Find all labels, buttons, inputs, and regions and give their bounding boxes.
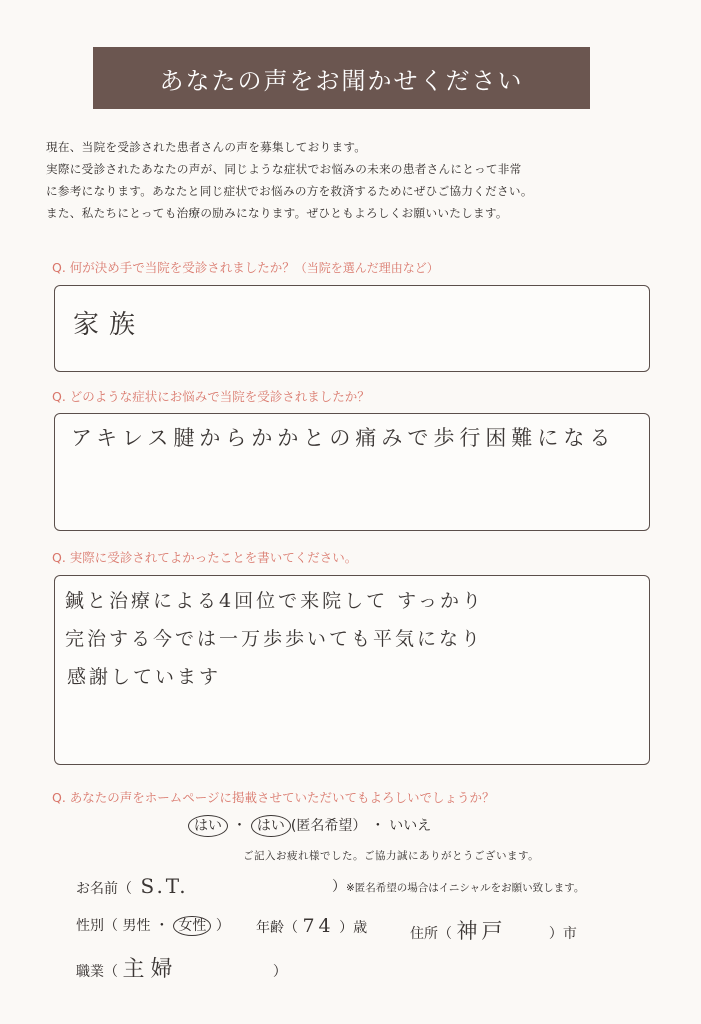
gender-option-female[interactable]: 女性 [173, 916, 211, 936]
name-close: ） [332, 879, 346, 895]
question-3-text: Q. 実際に受診されてよかったことを書いてください。 [52, 550, 358, 565]
name-close-row [332, 876, 584, 896]
address-row [410, 915, 577, 945]
age-row [256, 915, 367, 937]
intro-line: 実際に受診されたあなたの声が、同じような症状でお悩みの未来の患者さんにとって非常 [46, 162, 522, 176]
gender-option-male[interactable]: 男性 [122, 918, 151, 934]
job-value[interactable]: 主婦 [122, 957, 179, 982]
answer-box-3[interactable] [54, 575, 650, 765]
question-1-text: Q. 何が決め手で当院を受診されましたか？ [52, 260, 295, 275]
consent-option-yes-anon-suffix: (匿名希望） [290, 818, 367, 834]
answer-3-line-1: 鍼と治療による4回位で来院して すっかり [65, 590, 484, 612]
address-value[interactable]: 神戸 [456, 919, 507, 943]
consent-option-yes-anon[interactable]: はい [251, 815, 291, 837]
gender-close: ） [215, 918, 230, 934]
question-3-label [52, 548, 357, 566]
answer-box-1[interactable] [54, 285, 650, 372]
age-label: 年齢（ [256, 920, 298, 936]
answer-3-line-3: 感謝しています [67, 666, 222, 688]
page-title: あなたの声をお聞かせください [93, 47, 590, 109]
age-close: ）歳 [339, 920, 368, 936]
name-note: ※匿名希望の場合はイニシャルをお願い致します。 [346, 882, 585, 894]
address-close: ）市 [548, 926, 577, 942]
address-label: 住所（ [410, 926, 452, 942]
name-label: お名前（ [76, 881, 132, 897]
gender-label: 性別（ [76, 918, 118, 934]
job-close: ） [272, 964, 287, 980]
name-row [76, 874, 189, 898]
question-1-note: （当院を選んだ理由など） [294, 261, 439, 275]
question-1-label [52, 258, 439, 276]
gender-separator: ・ [154, 918, 169, 934]
answer-1-text: 家族 [73, 310, 146, 340]
question-2-label [52, 387, 370, 405]
name-value[interactable]: S.T. [140, 874, 189, 898]
consent-separator: ・ [232, 818, 247, 834]
answer-3-line-2: 完治する今では一万歩歩いても平気になり [65, 628, 484, 650]
question-2-text: Q. どのような症状にお悩みで当院を受診されましたか？ [52, 389, 370, 404]
thanks-message: ご記入お疲れ様でした。ご協力誠にありがとうございます。 [243, 850, 540, 862]
gender-row [76, 915, 230, 936]
consent-options [188, 815, 431, 837]
consent-separator: ・ [370, 818, 385, 834]
intro-line: また、私たちにとっても治療の励みになります。ぜひともよろしくお願いいたします。 [46, 206, 508, 220]
age-value[interactable]: 74 [302, 915, 335, 937]
job-label: 職業（ [76, 964, 118, 980]
consent-option-yes[interactable]: はい [188, 815, 228, 837]
answer-box-2[interactable] [54, 413, 650, 531]
consent-question: Q. あなたの声をホームページに掲載させていただいてもよろしいでしょうか？ [52, 790, 495, 805]
intro-line: に参考になります。あなたと同じ症状でお悩みの方を救済するためにぜひご協力ください。 [46, 184, 533, 198]
answer-2-text: アキレス腱からかかとの痛みで歩行困難になる [71, 426, 616, 450]
intro-line: 現在、当院を受診された患者さんの声を募集しております。 [46, 140, 367, 154]
consent-option-no[interactable]: いいえ [389, 818, 432, 834]
intro-text [46, 136, 666, 224]
job-row [76, 952, 287, 983]
